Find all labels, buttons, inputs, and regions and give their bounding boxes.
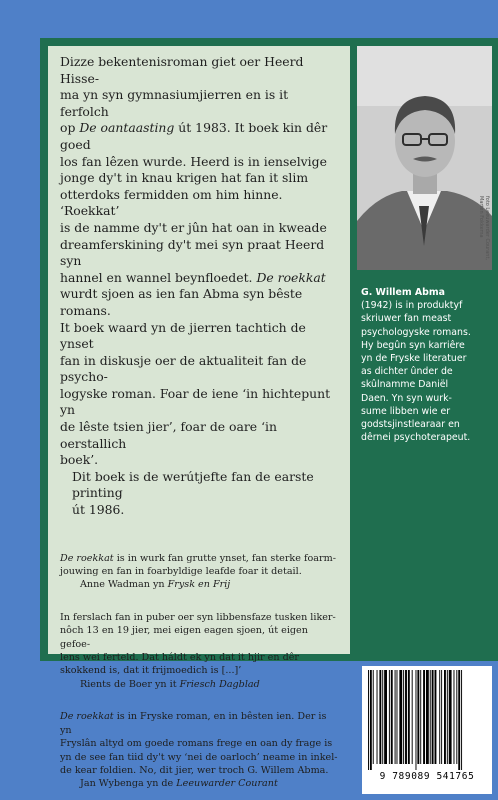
barcode-bar — [454, 670, 455, 764]
text-line: logyske roman. Foar de iene ‘in hichtepunt yn — [60, 385, 331, 418]
bio-line: Hy begûn syn karriêre — [361, 339, 465, 351]
barcode-bar — [395, 670, 396, 764]
bio-line: as dichter ûnder de — [361, 366, 453, 378]
bio-line: yn de Fryske literatuer — [361, 353, 467, 365]
barcode-bar — [441, 670, 442, 764]
text-line: Dit boek is de werútjefte fan de earste printing — [72, 468, 314, 501]
text-line: Dizze bekentenisroman giet oer Heerd Hisse- — [60, 54, 304, 86]
barcode-bar — [426, 670, 429, 764]
barcode-bar — [377, 670, 378, 764]
author-portrait-illustration — [357, 46, 492, 270]
barcode-bar — [423, 670, 425, 764]
barcode-bar — [417, 670, 419, 764]
author-bio — [361, 286, 495, 444]
quote-line: nôch 13 en 19 jier, mei eigen eagen sjoen, út eigen gefoe- — [60, 625, 308, 650]
quote-line: jouwing en fan in foarbyldige leafde foar it detail. — [60, 566, 302, 578]
barcode-bar — [416, 670, 417, 770]
barcode-bar — [435, 670, 437, 764]
text-line: út 1986. — [72, 502, 125, 518]
bio-line: skûlnamme Daniël — [361, 379, 449, 391]
text-line: op De oantaasting út 1983. It boek kin dêr goed — [60, 120, 328, 152]
text-line: dreamferskining dy't mei syn praat Heerd syn — [60, 236, 325, 269]
text-line: ma yn syn gymnasiumjierren en is it ferfolch — [60, 87, 289, 119]
text-line: It boek waard yn de jierren tachtich de ynset — [60, 319, 306, 352]
quote-source: Jan Wybenga yn de Leeuwarder Courant — [80, 778, 278, 790]
bio-line: Daen. Yn syn wurk- — [361, 392, 452, 404]
blurb-text-box — [48, 46, 350, 790]
bio-line: (1942) is in produktyf — [361, 300, 463, 312]
bio-line: sume libben wie er — [361, 405, 451, 417]
barcode-bar — [420, 670, 421, 764]
author-photo — [357, 46, 492, 270]
barcode — [362, 666, 492, 794]
quote-line: yn de see fan tiid dy't wy ‘nei de oarloch’ neame in inkel- — [60, 751, 338, 763]
barcode-bar — [456, 670, 457, 764]
book-title-ref: De roekkat — [256, 269, 326, 285]
text-line: wurdt sjoen as ien fan Abma syn bêste romans. — [60, 286, 303, 318]
barcode-bar — [397, 670, 398, 764]
quote-line: De roekkat is in Fryske roman, en in bêsten ien. Der is yn — [60, 711, 327, 736]
text-line: los fan lêzen wurde. Heerd is in ienselvige — [60, 153, 327, 169]
text-line: is de namme dy't er jûn hat oan in kweade — [60, 219, 327, 235]
barcode-bar — [447, 670, 448, 764]
review-quote-3 — [60, 710, 340, 790]
barcode-bar — [403, 670, 404, 764]
barcode-bar — [391, 670, 393, 764]
quote-line: skokkend is, dat it frijmoedich is [...]’ — [60, 665, 242, 677]
quote-source: Anne Wadman yn Frysk en Frij — [80, 579, 231, 591]
reissue-paragraph — [60, 469, 340, 519]
text-line: hannel en wannel beynfloedet. De roekkat — [60, 269, 326, 285]
barcode-bar — [412, 670, 413, 764]
barcode-bar — [389, 670, 390, 764]
barcode-bar — [461, 670, 462, 770]
barcode-bar — [444, 670, 446, 764]
barcode-bars — [366, 670, 488, 770]
description-paragraph — [60, 54, 340, 469]
text-line: jonge dy't in knau krigen hat fan it slim — [60, 170, 309, 186]
quote-source: Rients de Boer yn it Friesch Dagblad — [80, 678, 260, 690]
quote-line: De roekkat is in wurk fan grutte ynset, fan sterke foarm- — [60, 552, 336, 564]
barcode-bar — [384, 670, 387, 764]
bio-line: godstsjinstlearaar en — [361, 419, 460, 431]
author-name: G. Willem Abma — [361, 287, 445, 298]
barcode-bar — [439, 670, 440, 764]
bio-line: psychologyske romans. — [361, 326, 471, 338]
text-line: fan in diskusje oer de aktualiteit fan de psycho- — [60, 352, 307, 385]
bio-line: dêrnei psychoterapeut. — [361, 432, 471, 444]
barcode-bar — [379, 670, 381, 764]
photo-credit: foto Leeuwarder Courant, Marten Fokkema — [478, 196, 490, 261]
barcode-bar — [408, 670, 410, 764]
quote-line: lens wei ferteld. Dat háldt ek yn dat it hjir en dêr — [60, 652, 299, 664]
quote-line: In ferslach fan in puber oer syn libbensfaze tusken liker- — [60, 611, 336, 623]
bio-line: skriuwer fan meast — [361, 313, 452, 325]
barcode-bar — [370, 670, 372, 770]
isbn-digits: 9 789089 541765 — [379, 771, 475, 782]
review-quote-2 — [60, 611, 340, 691]
barcode-bar — [430, 670, 431, 764]
book-title-ref: De oantaasting — [79, 120, 175, 136]
quote-line: Fryslân altyd om goede romans frege en oan dy frage is — [60, 738, 333, 750]
barcode-bar — [432, 670, 434, 764]
review-quote-1 — [60, 552, 340, 592]
barcode-bar — [405, 670, 407, 764]
barcode-bar — [399, 670, 402, 764]
quote-line: de kear foldien. No, dit jier, wer troch G. Willem Abma. — [60, 764, 329, 776]
barcode-bar — [382, 670, 383, 764]
barcode-bar — [368, 670, 369, 770]
text-line: boek’. — [60, 452, 99, 468]
barcode-bar — [458, 670, 460, 770]
text-line: otterdoks fermidden om him hinne. ‘Roekkat’ — [60, 186, 283, 219]
barcode-bar — [449, 670, 452, 764]
barcode-bar — [373, 670, 374, 764]
text-line: de lêste tsien jier’, foar de oare ‘in oerstallich — [60, 419, 277, 451]
